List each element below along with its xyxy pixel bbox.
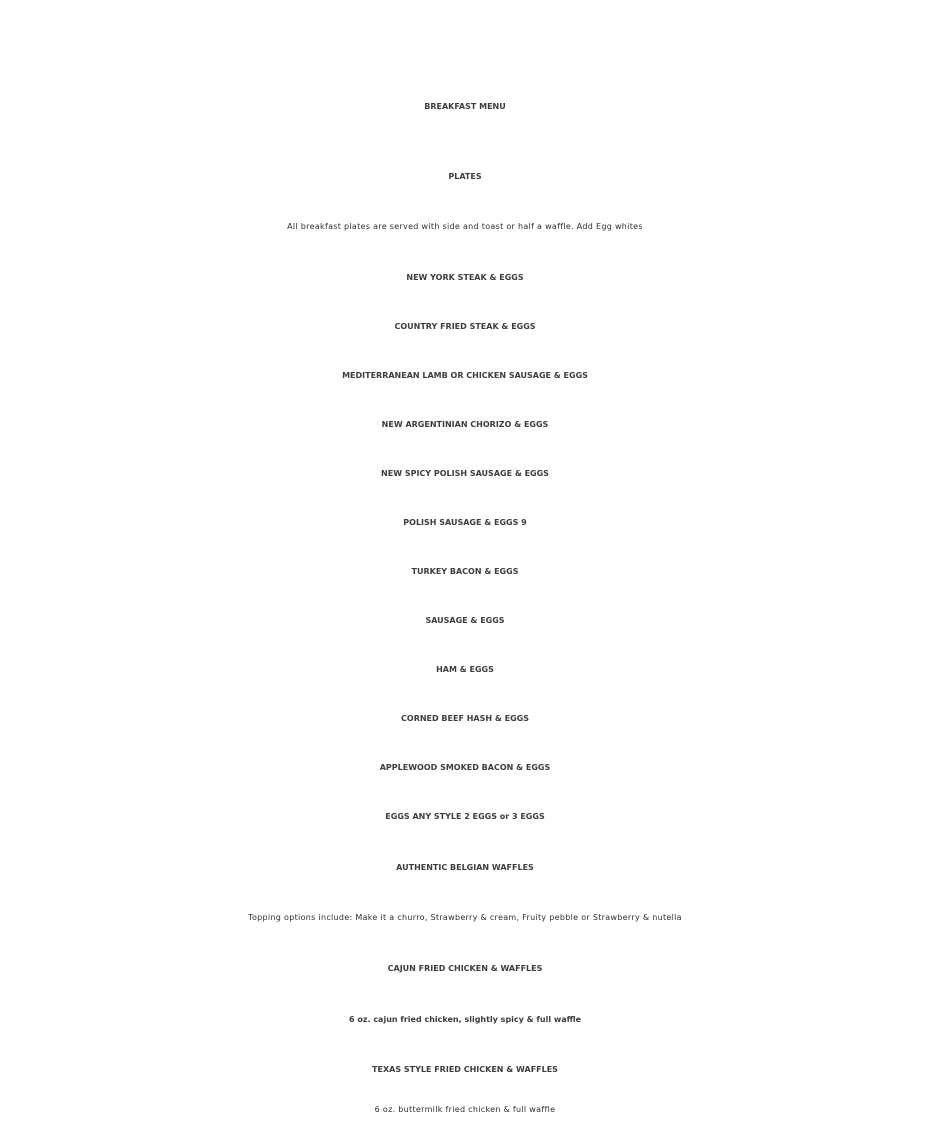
menu-item: NEW ARGENTINIAN CHORIZO & EGGS [381, 420, 549, 429]
menu-item: HAM & EGGS [436, 665, 494, 674]
menu-item: SAUSAGE & EGGS [425, 616, 505, 625]
menu-item: CORNED BEEF HASH & EGGS [401, 714, 529, 723]
menu-item-detail: 6 oz. cajun fried chicken, slightly spicy & full waffle [348, 1015, 582, 1024]
menu-item: CAJUN FRIED CHICKEN & WAFFLES [387, 964, 543, 973]
menu-item: TEXAS STYLE FRIED CHICKEN & WAFFLES [372, 1065, 558, 1074]
menu-item-detail: 6 oz. buttermilk fried chicken & full waffle [374, 1105, 556, 1114]
menu-title: BREAKFAST MENU [424, 102, 506, 111]
menu-item: NEW SPICY POLISH SAUSAGE & EGGS [381, 469, 549, 478]
waffles-description: Topping options include: Make it a churro, Strawberry & cream, Fruity pebble or Strawberry & nutella [248, 913, 682, 922]
plates-description: All breakfast plates are served with side and toast or half a waffle. Add Egg whites [287, 222, 643, 231]
menu-item: COUNTRY FRIED STEAK & EGGS [394, 322, 536, 331]
menu-item: MEDITERRANEAN LAMB OR CHICKEN SAUSAGE & EGGS [342, 371, 588, 380]
menu-item: APPLEWOOD SMOKED BACON & EGGS [379, 763, 551, 772]
waffles-heading: AUTHENTIC BELGIAN WAFFLES [396, 863, 534, 872]
menu-item: NEW YORK STEAK & EGGS [406, 273, 524, 282]
menu-item: TURKEY BACON & EGGS [411, 567, 519, 576]
plates-heading: PLATES [448, 172, 482, 181]
menu-item: POLISH SAUSAGE & EGGS 9 [403, 518, 527, 527]
menu-item: EGGS ANY STYLE 2 EGGS or 3 EGGS [385, 812, 545, 821]
